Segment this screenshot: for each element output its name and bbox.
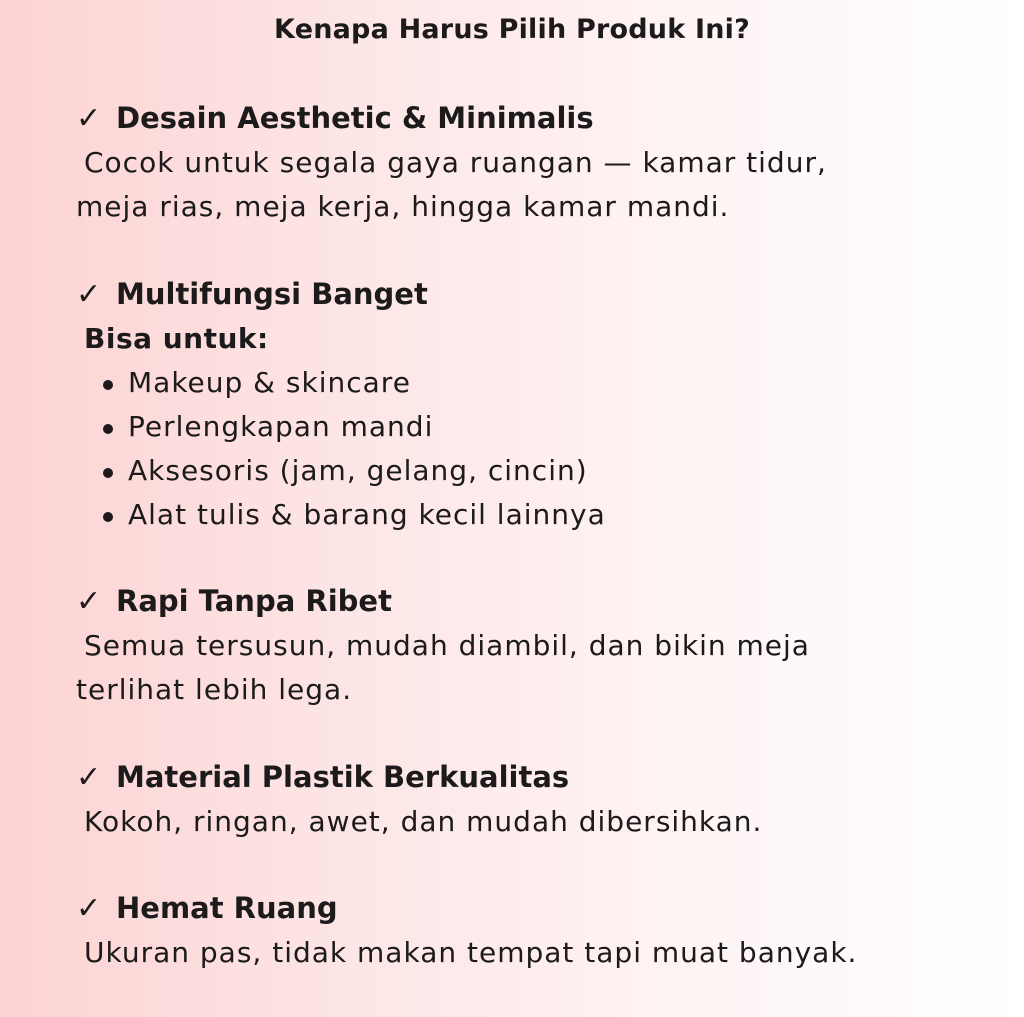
feature-heading: [76, 755, 976, 800]
description-line: Semua tersusun, mudah diambil, dan bikin meja: [84, 629, 810, 662]
feature-hemat: [76, 886, 976, 975]
feature-heading-text: Rapi Tanpa Ribet: [116, 584, 392, 618]
description-line: meja rias, meja kerja, hingga kamar mandi.: [76, 190, 730, 223]
page-title: Kenapa Harus Pilih Produk Ini?: [274, 14, 750, 45]
feature-subheading: Bisa untuk:: [84, 322, 269, 355]
description-line: Ukuran pas, tidak makan tempat tapi muat banyak.: [84, 936, 858, 969]
check-icon: ✓: [76, 760, 102, 795]
feature-multifungsi: [76, 272, 976, 537]
check-icon: ✓: [76, 277, 102, 312]
feature-heading-text: Desain Aesthetic & Minimalis: [116, 101, 594, 135]
bullet-item: Makeup & skincare: [76, 361, 976, 405]
description-line: terlihat lebih lega.: [76, 673, 353, 706]
description-line: Cocok untuk segala gaya ruangan — kamar tidur,: [84, 146, 827, 179]
feature-heading-text: Multifungsi Banget: [116, 277, 428, 311]
bullet-item: Aksesoris (jam, gelang, cincin): [76, 449, 976, 493]
bullet-item: Perlengkapan mandi: [76, 405, 976, 449]
feature-bullet-list: [76, 361, 976, 537]
feature-heading-text: Hemat Ruang: [116, 891, 338, 925]
feature-heading: [76, 579, 976, 624]
bullet-item: Alat tulis & barang kecil lainnya: [76, 493, 976, 537]
feature-heading: [76, 886, 976, 931]
description-line: Kokoh, ringan, awet, dan mudah dibersihkan.: [84, 805, 763, 838]
feature-description: [76, 624, 976, 712]
feature-heading: [76, 96, 976, 141]
feature-description: [76, 931, 976, 975]
feature-heading-text: Material Plastik Berkualitas: [116, 760, 570, 794]
check-icon: ✓: [76, 891, 102, 926]
feature-description: [76, 800, 976, 844]
feature-rapi: [76, 579, 976, 712]
check-icon: ✓: [76, 101, 102, 136]
feature-desain: [76, 96, 976, 229]
feature-description: [76, 141, 976, 229]
feature-material: [76, 755, 976, 844]
check-icon: ✓: [76, 584, 102, 619]
feature-heading: [76, 272, 976, 317]
